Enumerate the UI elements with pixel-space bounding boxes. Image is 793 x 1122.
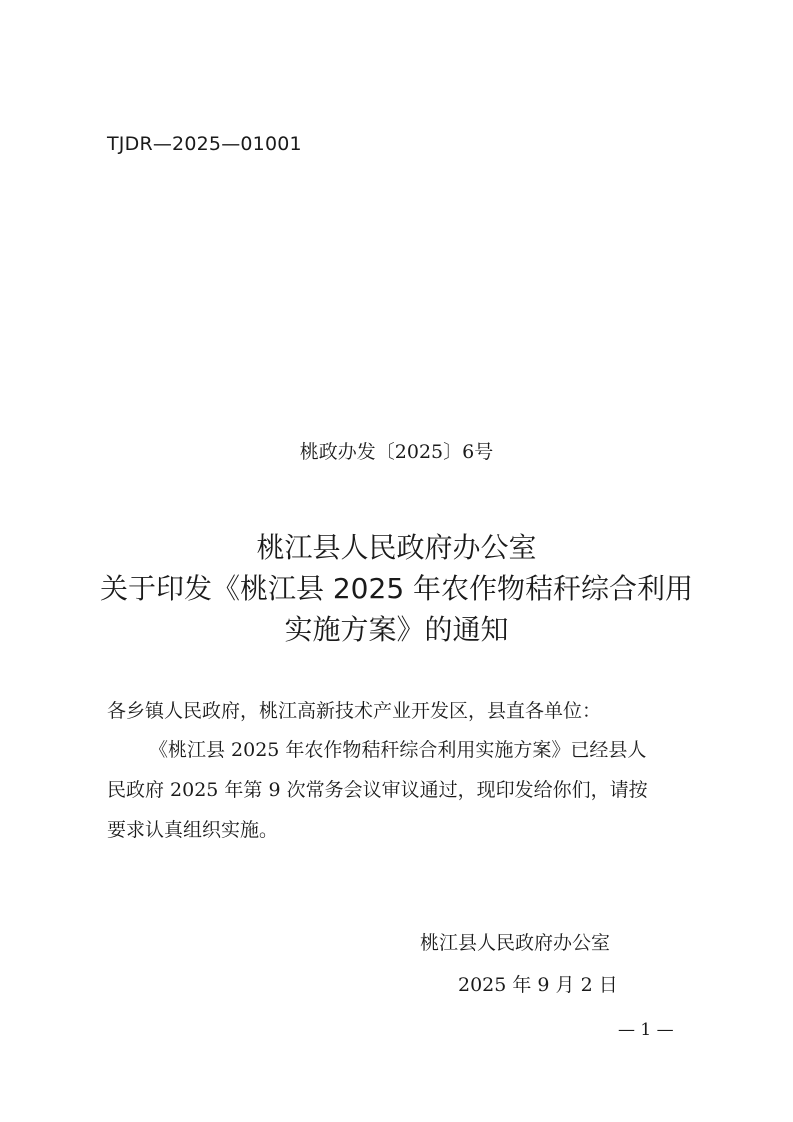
signature-org: 桃江县人民政府办公室 bbox=[420, 932, 611, 954]
title-line: 关于印发《桃江县 2025 年农作物秸秆综合利用 bbox=[99, 572, 694, 605]
document-number: 桃政办发〔2025〕6号 bbox=[299, 441, 494, 463]
body-line: 《桃江县 2025 年农作物秸秆综合利用实施方案》已经县人 bbox=[149, 739, 647, 761]
body-line: 民政府 2025 年第 9 次常务会议审议通过，现印发给你们，请按 bbox=[107, 779, 648, 801]
title-line: 实施方案》的通知 bbox=[284, 613, 509, 646]
page-number: — 1 — bbox=[618, 1020, 674, 1040]
body-paragraph bbox=[107, 730, 697, 850]
document-title bbox=[0, 527, 793, 650]
body-line: 要求认真组织实施。 bbox=[107, 819, 279, 841]
document-code: TJDR—2025—01001 bbox=[107, 133, 302, 155]
signature-date: 2025 年 9 月 2 日 bbox=[458, 974, 618, 996]
addressee: 各乡镇人民政府，桃江高新技术产业开发区，县直各单位： bbox=[107, 700, 602, 722]
title-line: 桃江县人民政府办公室 bbox=[256, 531, 537, 564]
